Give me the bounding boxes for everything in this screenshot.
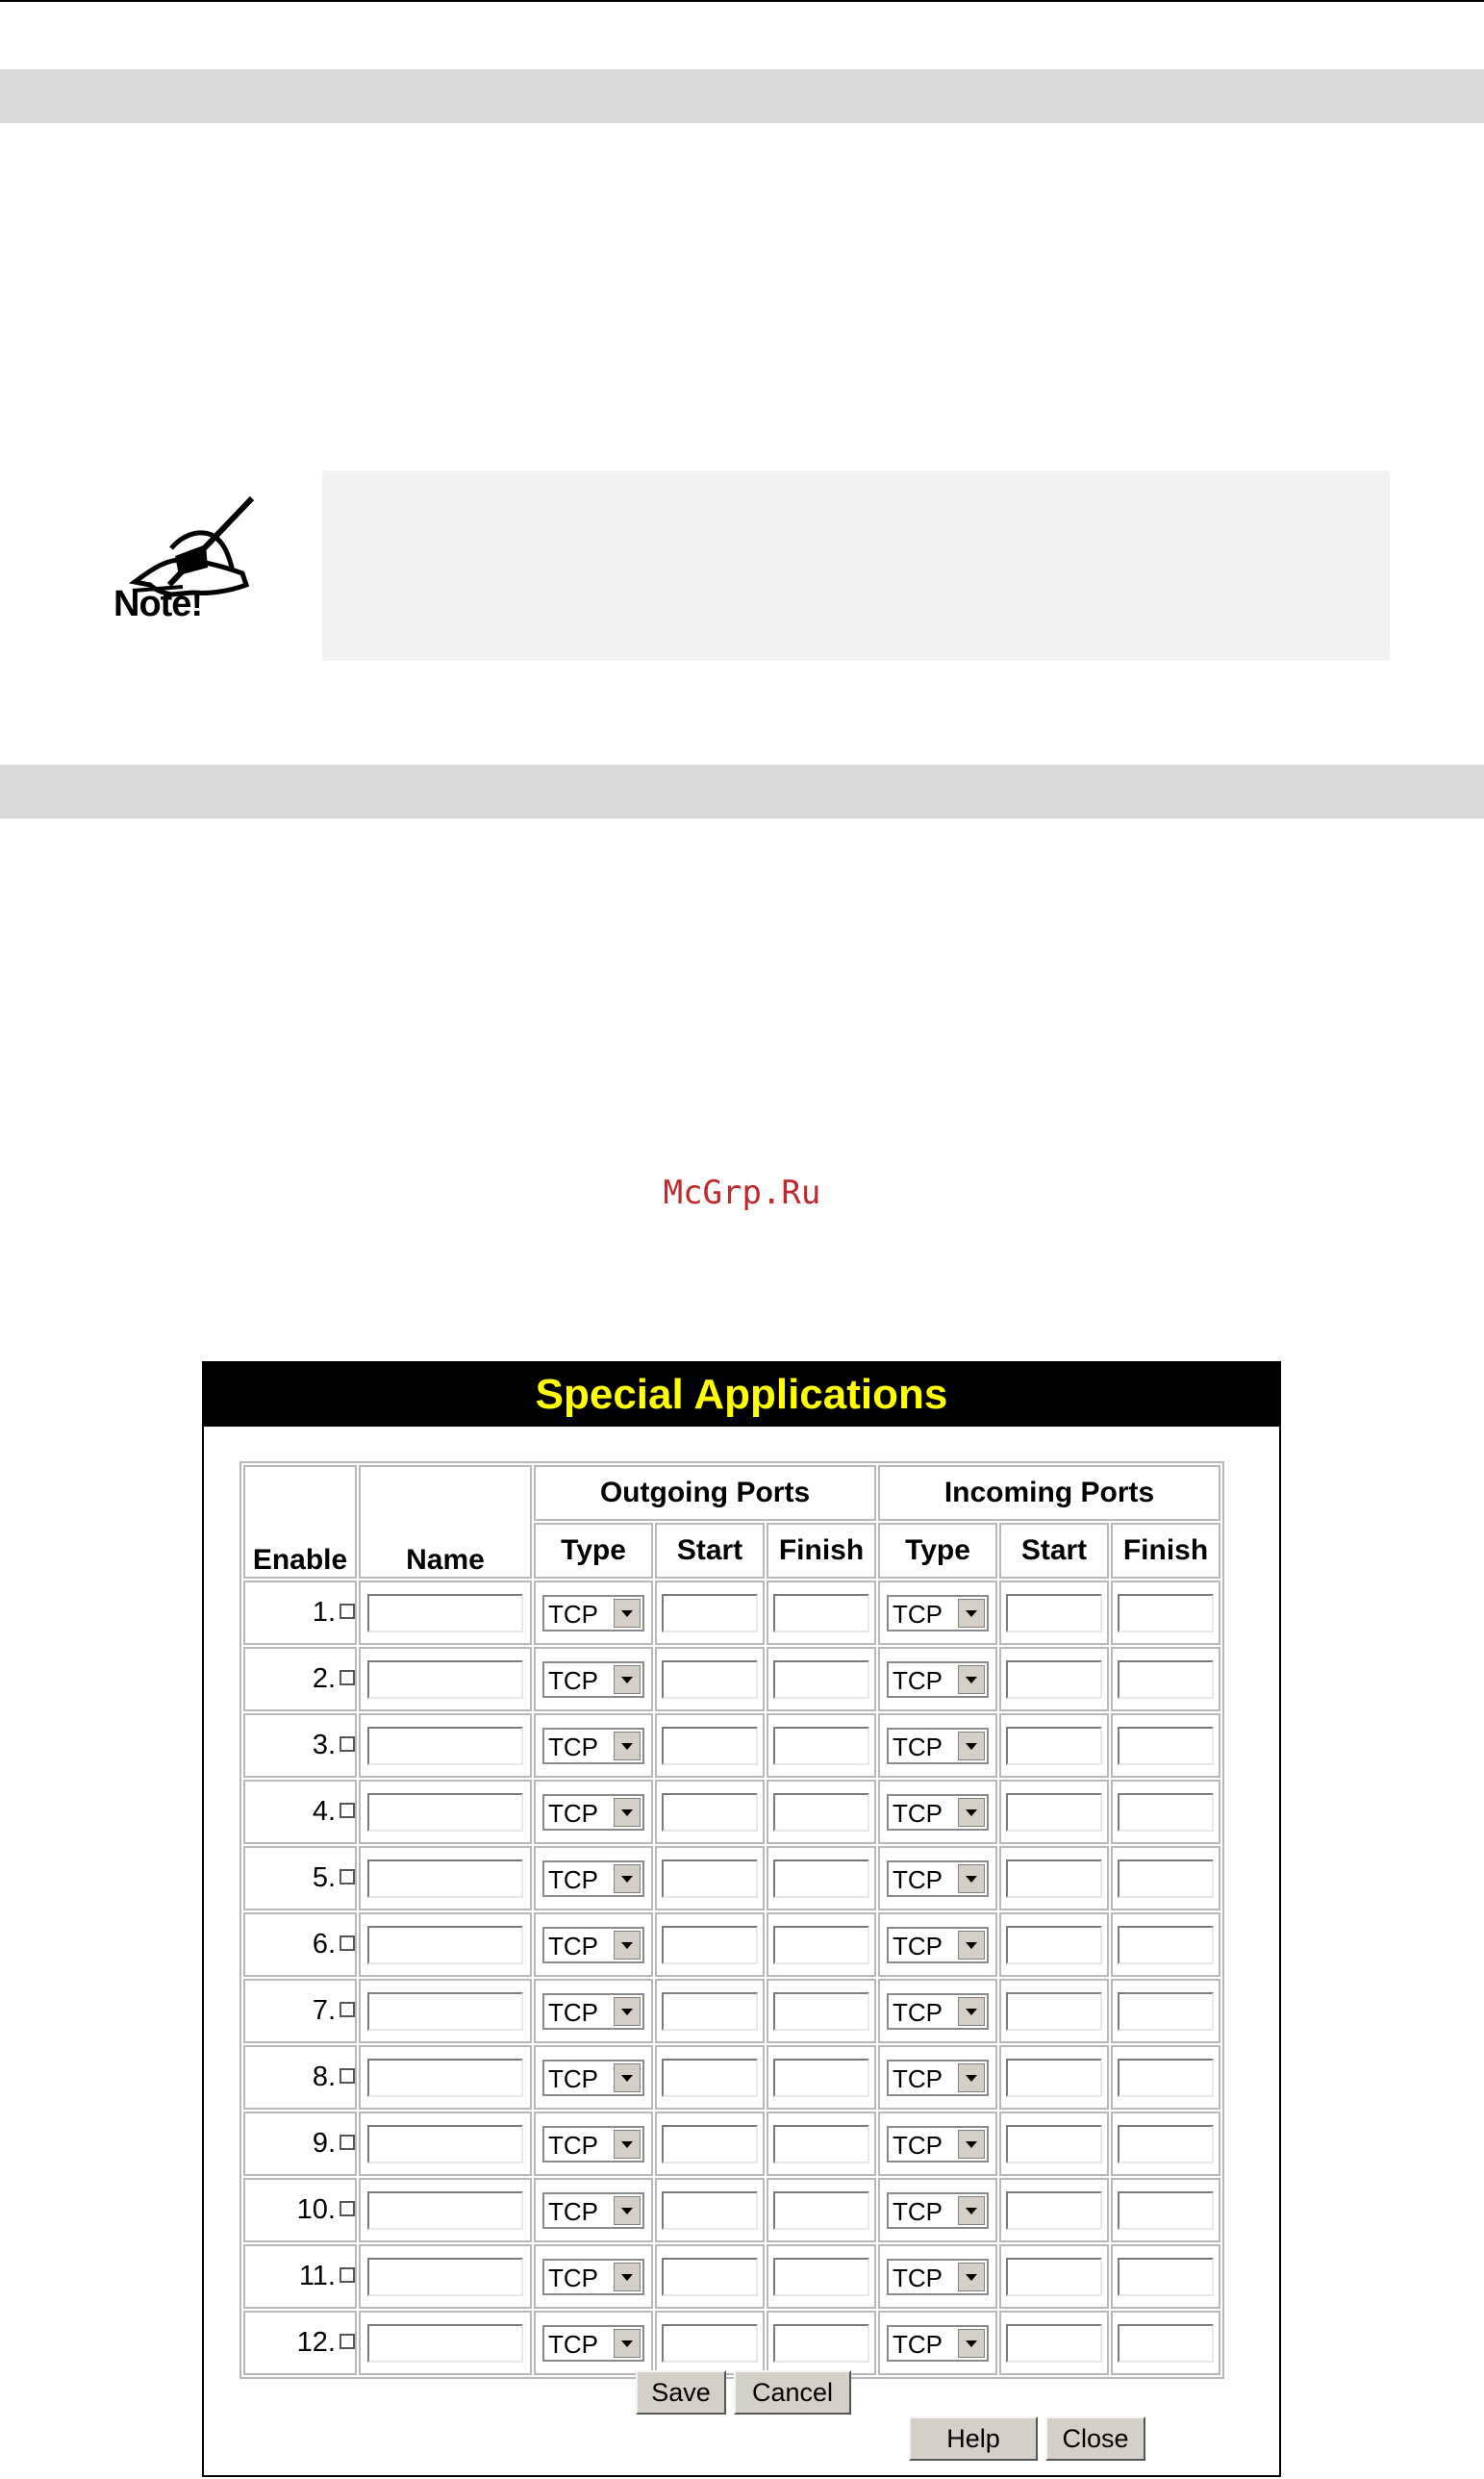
outgoing-type-cell: [534, 2045, 653, 2110]
enable-cell: [243, 1979, 357, 2043]
incoming-type-select[interactable]: [887, 1927, 989, 1963]
enable-checkbox[interactable]: [340, 2002, 355, 2017]
outgoing-start-cell: [655, 2311, 765, 2375]
dropdown-arrow-icon[interactable]: [614, 2130, 641, 2159]
incoming-type-select[interactable]: [887, 2126, 989, 2163]
dropdown-arrow-icon[interactable]: [958, 2263, 985, 2291]
dropdown-arrow-icon[interactable]: [614, 2329, 641, 2358]
outgoing-type-select[interactable]: [542, 1595, 644, 1632]
name-input[interactable]: [367, 1859, 523, 1898]
incoming-type-cell: [878, 1912, 997, 1977]
incoming-type-cell: [878, 1647, 997, 1711]
dropdown-arrow-icon[interactable]: [958, 2130, 985, 2159]
incoming-type-select[interactable]: [887, 2192, 989, 2229]
top-rule: [0, 0, 1484, 2]
incoming-start-input[interactable]: [1006, 1926, 1102, 1964]
incoming-type-cell: [878, 1713, 997, 1778]
incoming-start-cell: [999, 1780, 1109, 1844]
incoming-finish-input[interactable]: [1118, 1793, 1214, 1832]
note-label: Note!: [113, 584, 203, 624]
outgoing-start-input[interactable]: [662, 2191, 758, 2230]
enable-cell: [243, 2045, 357, 2110]
incoming-start-input[interactable]: [1006, 2258, 1102, 2296]
incoming-finish-input[interactable]: [1118, 2191, 1214, 2230]
row-number: 3.: [312, 1730, 336, 1760]
enable-cell: [243, 1780, 357, 1844]
incoming-type-cell: [878, 2244, 997, 2309]
dropdown-arrow-icon[interactable]: [614, 1864, 641, 1893]
row-number: 7.: [312, 1995, 336, 2026]
dropdown-arrow-icon[interactable]: [958, 1732, 985, 1760]
outgoing-start-input[interactable]: [662, 1594, 758, 1632]
close-button[interactable]: Close: [1045, 2416, 1145, 2461]
name-input[interactable]: [367, 1926, 523, 1964]
incoming-type-value: TCP: [893, 1665, 943, 1695]
outgoing-finish-input[interactable]: [773, 1992, 869, 2031]
row-number: 6.: [312, 1929, 336, 1960]
outgoing-type-select[interactable]: [542, 1993, 644, 2030]
incoming-type-value: TCP: [893, 2329, 943, 2359]
outgoing-start-cell: [655, 2112, 765, 2176]
enable-cell: [243, 1846, 357, 1910]
outgoing-finish-input[interactable]: [773, 2258, 869, 2296]
table-row: [243, 1979, 1220, 2043]
outgoing-type-select[interactable]: [542, 1728, 644, 1764]
incoming-type-cell: [878, 2311, 997, 2375]
incoming-finish-input[interactable]: [1118, 1859, 1214, 1898]
incoming-start-cell: [999, 1912, 1109, 1977]
outgoing-start-cell: [655, 2178, 765, 2242]
name-cell: [359, 2112, 532, 2176]
name-cell: [359, 2244, 532, 2309]
outgoing-finish-input[interactable]: [773, 2125, 869, 2163]
incoming-start-input[interactable]: [1006, 2059, 1102, 2097]
enable-checkbox[interactable]: [340, 2068, 355, 2084]
incoming-type-select[interactable]: [887, 1860, 989, 1897]
dropdown-arrow-icon[interactable]: [958, 1997, 985, 2026]
outgoing-type-value: TCP: [548, 1732, 598, 1761]
incoming-start-cell: [999, 1713, 1109, 1778]
enable-checkbox[interactable]: [340, 1604, 355, 1619]
enable-cell: [243, 1647, 357, 1711]
outgoing-type-cell: [534, 1912, 653, 1977]
incoming-finish-input[interactable]: [1118, 1660, 1214, 1699]
name-input[interactable]: [367, 1992, 523, 2031]
incoming-start-input[interactable]: [1006, 1859, 1102, 1898]
outgoing-type-value: TCP: [548, 1931, 598, 1960]
incoming-type-value: TCP: [893, 1931, 943, 1960]
outgoing-start-cell: [655, 2045, 765, 2110]
outgoing-start-input[interactable]: [662, 1859, 758, 1898]
table-row: [243, 2112, 1220, 2176]
header-outgoing-ports: Outgoing Ports: [534, 1465, 876, 1521]
incoming-finish-input[interactable]: [1118, 2258, 1214, 2296]
name-cell: [359, 2311, 532, 2375]
dropdown-arrow-icon[interactable]: [958, 1864, 985, 1893]
outgoing-start-input[interactable]: [662, 1926, 758, 1964]
name-cell: [359, 2178, 532, 2242]
outgoing-type-cell: [534, 2178, 653, 2242]
incoming-type-cell: [878, 1846, 997, 1910]
incoming-type-value: TCP: [893, 1732, 943, 1761]
outgoing-type-select[interactable]: [542, 1927, 644, 1963]
outgoing-finish-cell: [767, 1713, 876, 1778]
incoming-type-cell: [878, 1581, 997, 1645]
incoming-start-input[interactable]: [1006, 2125, 1102, 2163]
name-input[interactable]: [367, 2258, 523, 2296]
dropdown-arrow-icon[interactable]: [958, 1599, 985, 1628]
outgoing-type-cell: [534, 1713, 653, 1778]
incoming-finish-cell: [1111, 1581, 1220, 1645]
incoming-start-input[interactable]: [1006, 1793, 1102, 1832]
incoming-type-value: TCP: [893, 2196, 943, 2226]
outgoing-type-value: TCP: [548, 2130, 598, 2160]
outgoing-type-cell: [534, 1647, 653, 1711]
outgoing-finish-input[interactable]: [773, 2059, 869, 2097]
enable-cell: [243, 2311, 357, 2375]
name-cell: [359, 2045, 532, 2110]
row-number: 12.: [296, 2327, 336, 2358]
enable-cell: [243, 2112, 357, 2176]
incoming-finish-cell: [1111, 2045, 1220, 2110]
outgoing-type-cell: [534, 1979, 653, 2043]
incoming-finish-cell: [1111, 2311, 1220, 2375]
incoming-start-cell: [999, 1581, 1109, 1645]
incoming-type-select[interactable]: [887, 2325, 989, 2362]
outgoing-finish-input[interactable]: [773, 1793, 869, 1832]
outgoing-type-value: TCP: [548, 2063, 598, 2093]
table-row: [243, 2045, 1220, 2110]
incoming-finish-cell: [1111, 1912, 1220, 1977]
outgoing-type-select[interactable]: [542, 2126, 644, 2163]
name-cell: [359, 1846, 532, 1910]
enable-cell: [243, 1713, 357, 1778]
header-outgoing-start: Start: [655, 1523, 765, 1579]
enable-checkbox[interactable]: [340, 2267, 355, 2283]
outgoing-type-value: TCP: [548, 1599, 598, 1629]
incoming-finish-input[interactable]: [1118, 2059, 1214, 2097]
incoming-start-cell: [999, 2178, 1109, 2242]
dropdown-arrow-icon[interactable]: [958, 1665, 985, 1694]
incoming-finish-cell: [1111, 2244, 1220, 2309]
dropdown-arrow-icon[interactable]: [958, 2063, 985, 2092]
table-row: [243, 2178, 1220, 2242]
incoming-start-input[interactable]: [1006, 1992, 1102, 2031]
incoming-type-cell: [878, 2178, 997, 2242]
outgoing-finish-input[interactable]: [773, 2191, 869, 2230]
outgoing-type-cell: [534, 1780, 653, 1844]
dropdown-arrow-icon[interactable]: [614, 1931, 641, 1960]
cancel-button[interactable]: Cancel: [734, 2370, 851, 2415]
name-input[interactable]: [367, 1594, 523, 1632]
incoming-type-cell: [878, 2112, 997, 2176]
outgoing-type-value: TCP: [548, 1665, 598, 1695]
name-cell: [359, 1581, 532, 1645]
outgoing-type-cell: [534, 2112, 653, 2176]
section-header-bar: [0, 69, 1484, 123]
incoming-start-input[interactable]: [1006, 2324, 1102, 2363]
name-input[interactable]: [367, 2125, 523, 2163]
header-incoming-finish: Finish: [1111, 1523, 1220, 1579]
enable-cell: [243, 2244, 357, 2309]
header-incoming-type: Type: [878, 1523, 997, 1579]
incoming-start-cell: [999, 2045, 1109, 2110]
name-cell: [359, 1713, 532, 1778]
incoming-type-select[interactable]: [887, 2060, 989, 2096]
outgoing-type-select[interactable]: [542, 2259, 644, 2295]
row-number: 5.: [312, 1862, 336, 1893]
outgoing-finish-cell: [767, 2311, 876, 2375]
incoming-finish-input[interactable]: [1118, 1992, 1214, 2031]
incoming-type-select[interactable]: [887, 1728, 989, 1764]
header-outgoing-finish: Finish: [767, 1523, 876, 1579]
enable-checkbox[interactable]: [340, 2135, 355, 2150]
table-row: [243, 1912, 1220, 1977]
incoming-type-select[interactable]: [887, 1595, 989, 1632]
enable-cell: [243, 2178, 357, 2242]
outgoing-type-select[interactable]: [542, 1661, 644, 1698]
row-number: 4.: [312, 1796, 336, 1827]
outgoing-finish-cell: [767, 1581, 876, 1645]
row-number: 2.: [312, 1663, 336, 1694]
outgoing-finish-cell: [767, 1912, 876, 1977]
incoming-finish-cell: [1111, 1647, 1220, 1711]
outgoing-start-input[interactable]: [662, 2258, 758, 2296]
incoming-type-value: TCP: [893, 1599, 943, 1629]
dropdown-arrow-icon[interactable]: [958, 1931, 985, 1960]
outgoing-type-cell: [534, 2244, 653, 2309]
outgoing-start-cell: [655, 1780, 765, 1844]
name-input[interactable]: [367, 2324, 523, 2363]
dropdown-arrow-icon[interactable]: [614, 1665, 641, 1694]
dropdown-arrow-icon[interactable]: [958, 2329, 985, 2358]
name-cell: [359, 1647, 532, 1711]
incoming-type-select[interactable]: [887, 1993, 989, 2030]
incoming-type-select[interactable]: [887, 2259, 989, 2295]
outgoing-start-cell: [655, 1846, 765, 1910]
name-cell: [359, 1979, 532, 2043]
special-applications-table: [239, 1461, 1224, 2379]
incoming-type-value: TCP: [893, 1997, 943, 2027]
enable-checkbox[interactable]: [340, 1803, 355, 1818]
enable-checkbox[interactable]: [340, 1869, 355, 1885]
header-enable: Enable: [243, 1465, 357, 1579]
outgoing-finish-cell: [767, 1846, 876, 1910]
dropdown-arrow-icon[interactable]: [614, 2263, 641, 2291]
outgoing-type-cell: [534, 1846, 653, 1910]
incoming-type-cell: [878, 1780, 997, 1844]
enable-checkbox[interactable]: [340, 1736, 355, 1752]
header-name: Name: [359, 1465, 532, 1579]
outgoing-type-select[interactable]: [542, 1860, 644, 1897]
header-outgoing-type: Type: [534, 1523, 653, 1579]
help-button[interactable]: Help: [909, 2416, 1038, 2461]
table-row: [243, 2244, 1220, 2309]
outgoing-start-input[interactable]: [662, 1727, 758, 1765]
outgoing-start-input[interactable]: [662, 2059, 758, 2097]
name-input[interactable]: [367, 1660, 523, 1699]
outgoing-start-cell: [655, 1647, 765, 1711]
outgoing-type-value: TCP: [548, 1798, 598, 1828]
incoming-type-cell: [878, 1979, 997, 2043]
table-row: [243, 1647, 1220, 1711]
enable-checkbox[interactable]: [340, 2201, 355, 2216]
incoming-type-value: TCP: [893, 1864, 943, 1894]
table-row: [243, 2311, 1220, 2375]
outgoing-start-cell: [655, 1713, 765, 1778]
outgoing-start-cell: [655, 1979, 765, 2043]
outgoing-type-value: TCP: [548, 2329, 598, 2359]
incoming-type-value: TCP: [893, 2063, 943, 2093]
incoming-finish-input[interactable]: [1118, 1727, 1214, 1765]
outgoing-finish-cell: [767, 1979, 876, 2043]
row-number: 8.: [312, 2062, 336, 2092]
outgoing-start-cell: [655, 1581, 765, 1645]
outgoing-type-select[interactable]: [542, 2060, 644, 2096]
incoming-start-input[interactable]: [1006, 2191, 1102, 2230]
enable-cell: [243, 1912, 357, 1977]
incoming-start-cell: [999, 1846, 1109, 1910]
outgoing-finish-input[interactable]: [773, 1594, 869, 1632]
dropdown-arrow-icon[interactable]: [614, 1599, 641, 1628]
table-row: [243, 1713, 1220, 1778]
table-row: [243, 1581, 1220, 1645]
incoming-type-value: TCP: [893, 2130, 943, 2160]
header-incoming-start: Start: [999, 1523, 1109, 1579]
outgoing-type-value: TCP: [548, 1997, 598, 2027]
incoming-finish-cell: [1111, 1979, 1220, 2043]
incoming-type-cell: [878, 2045, 997, 2110]
outgoing-start-input[interactable]: [662, 1793, 758, 1832]
outgoing-finish-cell: [767, 1780, 876, 1844]
dialog-title: Special Applications: [204, 1363, 1279, 1427]
section-header-bar: [0, 765, 1484, 819]
row-number: 11.: [298, 2261, 336, 2291]
outgoing-start-input[interactable]: [662, 2324, 758, 2363]
watermark-text: McGrp.Ru: [663, 1174, 821, 1212]
name-input[interactable]: [367, 1727, 523, 1765]
incoming-finish-input[interactable]: [1118, 1594, 1214, 1632]
incoming-start-cell: [999, 1979, 1109, 2043]
outgoing-type-value: TCP: [548, 1864, 598, 1894]
outgoing-finish-cell: [767, 2244, 876, 2309]
incoming-finish-input[interactable]: [1118, 1926, 1214, 1964]
outgoing-start-cell: [655, 2244, 765, 2309]
dropdown-arrow-icon[interactable]: [614, 1732, 641, 1760]
incoming-finish-cell: [1111, 2112, 1220, 2176]
outgoing-finish-cell: [767, 1647, 876, 1711]
note-box: [322, 470, 1390, 661]
incoming-type-select[interactable]: [887, 1794, 989, 1831]
dropdown-arrow-icon[interactable]: [958, 1798, 985, 1827]
row-number: 10.: [296, 2194, 336, 2225]
dropdown-arrow-icon[interactable]: [958, 2196, 985, 2225]
incoming-finish-input[interactable]: [1118, 2125, 1214, 2163]
dropdown-arrow-icon[interactable]: [614, 2196, 641, 2225]
outgoing-type-value: TCP: [548, 2263, 598, 2292]
name-cell: [359, 1780, 532, 1844]
incoming-finish-cell: [1111, 1713, 1220, 1778]
incoming-finish-cell: [1111, 1780, 1220, 1844]
incoming-finish-input[interactable]: [1118, 2324, 1214, 2363]
row-number: 9.: [312, 2128, 336, 2159]
name-input[interactable]: [367, 2059, 523, 2097]
enable-checkbox[interactable]: [340, 1935, 355, 1951]
outgoing-finish-input[interactable]: [773, 1727, 869, 1765]
incoming-start-cell: [999, 2311, 1109, 2375]
outgoing-finish-cell: [767, 2112, 876, 2176]
outgoing-finish-input[interactable]: [773, 1660, 869, 1699]
outgoing-finish-input[interactable]: [773, 1859, 869, 1898]
incoming-start-cell: [999, 2244, 1109, 2309]
outgoing-type-select[interactable]: [542, 1794, 644, 1831]
outgoing-start-input[interactable]: [662, 1992, 758, 2031]
special-applications-dialog: [202, 1361, 1281, 2477]
name-input[interactable]: [367, 2191, 523, 2230]
incoming-start-input[interactable]: [1006, 1660, 1102, 1699]
table-row: [243, 1846, 1220, 1910]
incoming-finish-cell: [1111, 1846, 1220, 1910]
outgoing-finish-cell: [767, 2178, 876, 2242]
incoming-start-cell: [999, 1647, 1109, 1711]
outgoing-finish-cell: [767, 2045, 876, 2110]
name-input[interactable]: [367, 1793, 523, 1832]
enable-checkbox[interactable]: [340, 2334, 355, 2349]
dropdown-arrow-icon[interactable]: [614, 2063, 641, 2092]
enable-checkbox[interactable]: [340, 1670, 355, 1685]
outgoing-start-input[interactable]: [662, 1660, 758, 1699]
outgoing-type-value: TCP: [548, 2196, 598, 2226]
row-number: 1.: [312, 1597, 336, 1628]
outgoing-start-cell: [655, 1912, 765, 1977]
incoming-type-value: TCP: [893, 2263, 943, 2292]
outgoing-type-cell: [534, 2311, 653, 2375]
header-incoming-ports: Incoming Ports: [878, 1465, 1220, 1521]
outgoing-finish-input[interactable]: [773, 2324, 869, 2363]
outgoing-type-cell: [534, 1581, 653, 1645]
enable-cell: [243, 1581, 357, 1645]
incoming-start-input[interactable]: [1006, 1727, 1102, 1765]
incoming-start-cell: [999, 2112, 1109, 2176]
incoming-type-select[interactable]: [887, 1661, 989, 1698]
incoming-finish-cell: [1111, 2178, 1220, 2242]
name-cell: [359, 1912, 532, 1977]
dropdown-arrow-icon[interactable]: [614, 1997, 641, 2026]
outgoing-start-input[interactable]: [662, 2125, 758, 2163]
incoming-type-value: TCP: [893, 1798, 943, 1828]
outgoing-type-select[interactable]: [542, 2325, 644, 2362]
dropdown-arrow-icon[interactable]: [614, 1798, 641, 1827]
outgoing-type-select[interactable]: [542, 2192, 644, 2229]
outgoing-finish-input[interactable]: [773, 1926, 869, 1964]
incoming-start-input[interactable]: [1006, 1594, 1102, 1632]
table-row: [243, 1780, 1220, 1844]
save-button[interactable]: Save: [636, 2370, 726, 2415]
